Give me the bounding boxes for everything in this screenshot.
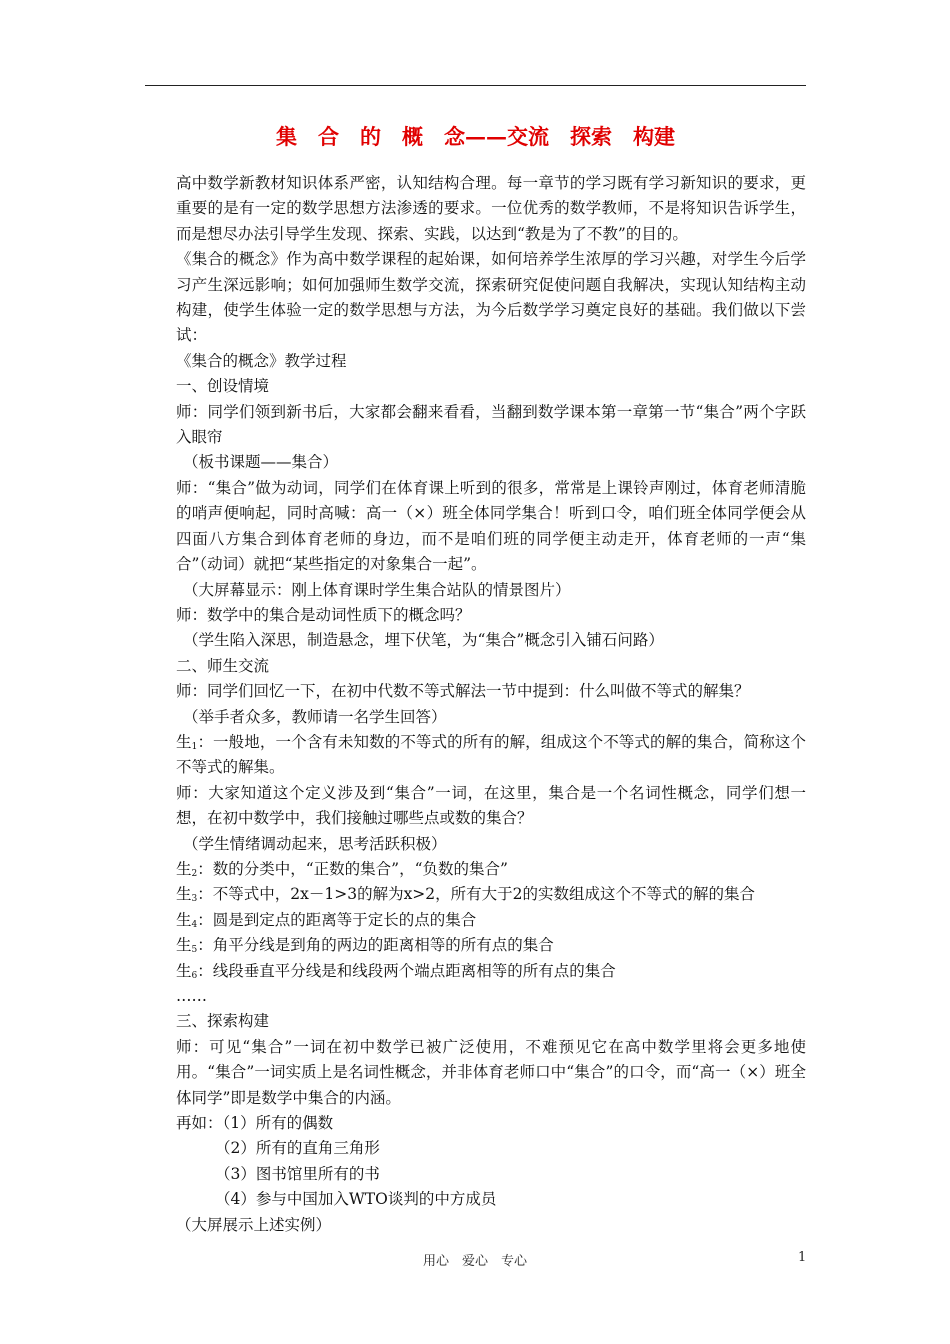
paragraph bbox=[145, 984, 806, 1009]
paragraph-text: ：线段垂直平分线是和线段两个端点距离相等的所有点的集合 bbox=[197, 961, 616, 980]
paragraph bbox=[145, 705, 806, 730]
paragraph bbox=[145, 679, 806, 704]
paragraph-text: （举手者众多，教师请一名学生回答） bbox=[183, 707, 447, 726]
paragraph bbox=[145, 1187, 806, 1212]
paragraph-text: 再如：（1）所有的偶数 bbox=[176, 1114, 334, 1133]
page-title: 集 合 的 概 念——交流 探索 构建 bbox=[276, 124, 675, 149]
paragraph bbox=[145, 832, 806, 857]
paragraph-text: ：一般地，一个含有未知数的不等式的所有的解，组成这个不等式的解的集合，简称这个不等式的解集。 bbox=[176, 732, 806, 777]
paragraph bbox=[145, 1009, 806, 1034]
paragraph-text: 三、探索构建 bbox=[176, 1012, 270, 1031]
paragraph-text: （板书课题——集合） bbox=[183, 453, 339, 472]
paragraph-text: 高中数学新教材知识体系严密，认知结构合理。每一章节的学习既有学习新知识的要求，更重要的是有一定的数学思想方法渗透的要求。一位优秀的数学教师，不是将知识告诉学生，而是想尽办法引导学生发现、探索、实践，以达到“教是为了不教”的目的。 bbox=[176, 174, 806, 243]
paragraph bbox=[145, 603, 806, 628]
paragraph-text: （大屏展示上述实例） bbox=[176, 1215, 332, 1234]
document-body bbox=[145, 171, 806, 1238]
speaker-label: 生 bbox=[176, 859, 192, 878]
paragraph-text: （学生情绪调动起来，思考活跃积极） bbox=[183, 834, 447, 853]
paragraph bbox=[145, 476, 806, 578]
speaker-label: 生 bbox=[176, 732, 192, 751]
speaker-label: 生 bbox=[176, 936, 192, 955]
paragraph-text: ：角平分线是到角的两边的距离相等的所有点的集合 bbox=[197, 936, 554, 955]
paragraph bbox=[145, 1111, 806, 1136]
paragraph bbox=[145, 349, 806, 374]
speaker-label: 生 bbox=[176, 910, 192, 929]
paragraph-text: ：数的分类中，“正数的集合”，“负数的集合” bbox=[197, 859, 508, 878]
speaker-number: 5 bbox=[191, 945, 198, 956]
paragraph-text: 《集合的概念》作为高中数学课程的起始课，如何培养学生浓厚的学习兴趣，对学生今后学习产生深远影响；如何加强师生数学交流，探索研究促使问题自我解决，实现认知结构主动构建，使学生体验一定的数学思想与方法，为今后数学学习奠定良好的基础。我们做以下尝试： bbox=[176, 250, 806, 345]
paragraph-text: ：不等式中，2x－1>3的解为x>2，所有大于2的实数组成这个不等式的解的集合 bbox=[197, 885, 756, 904]
paragraph bbox=[145, 171, 806, 247]
paragraph bbox=[145, 882, 806, 907]
paragraph bbox=[145, 730, 806, 781]
speaker-number: 4 bbox=[191, 919, 198, 930]
paragraph bbox=[145, 933, 806, 958]
paragraph-text: 师：“集合”做为动词，同学们在体育课上听到的很多，常常是上课铃声刚过，体育老师清脆的哨声便响起，同时高喊：高一（×）班全体同学集合！听到口令，咱们班全体同学便会从四面八方集合到体育老师的身边，而不是咱们班的同学便主动走开，体育老师的一声“集合”（动词）就把“某些指定的对象集合一起”。 bbox=[176, 478, 806, 574]
page-number: 1 bbox=[798, 1250, 807, 1265]
paragraph bbox=[145, 1213, 806, 1238]
paragraph bbox=[145, 374, 806, 399]
paragraph bbox=[145, 908, 806, 933]
paragraph bbox=[145, 1162, 806, 1187]
paragraph-text: （2）所有的直角三角形 bbox=[215, 1139, 380, 1158]
paragraph-text: ：圆是到定点的距离等于定长的点的集合 bbox=[197, 910, 477, 929]
paragraph-text: （大屏幕显示：刚上体育课时学生集合站队的情景图片） bbox=[183, 580, 571, 599]
paragraph-text: 师：同学们领到新书后，大家都会翻来看看，当翻到数学课本第一章第一节“集合”两个字跃入眼帘 bbox=[176, 402, 806, 447]
paragraph-text: 师：数学中的集合是动词性质下的概念吗？ bbox=[176, 605, 471, 624]
paragraph bbox=[145, 1035, 806, 1111]
paragraph-text: 师：大家知道这个定义涉及到“集合”一词，在这里，集合是一个名词性概念，同学们想一想，在初中数学中，我们接触过哪些点或数的集合？ bbox=[176, 783, 806, 828]
paragraph bbox=[145, 959, 806, 984]
paragraph-text: 二、师生交流 bbox=[176, 656, 270, 675]
paragraph bbox=[145, 1136, 806, 1161]
paragraph bbox=[145, 781, 806, 832]
paragraph-text: （3）图书馆里所有的书 bbox=[215, 1164, 380, 1183]
paragraph bbox=[145, 578, 806, 603]
paragraph bbox=[145, 654, 806, 679]
paragraph bbox=[145, 628, 806, 653]
paragraph bbox=[145, 450, 806, 475]
paragraph bbox=[145, 247, 806, 349]
paragraph-text: 《集合的概念》教学过程 bbox=[176, 351, 347, 370]
speaker-number: 2 bbox=[191, 868, 198, 879]
speaker-number: 6 bbox=[191, 970, 198, 981]
header-rule bbox=[145, 85, 806, 86]
paragraph bbox=[145, 400, 806, 451]
speaker-number: 1 bbox=[191, 741, 198, 752]
speaker-label: 生 bbox=[176, 961, 192, 980]
speaker-label: 生 bbox=[176, 885, 192, 904]
paragraph-text: 师：同学们回忆一下，在初中代数不等式解法一节中提到：什么叫做不等式的解集？ bbox=[176, 682, 750, 701]
speaker-number: 3 bbox=[191, 894, 198, 905]
paragraph bbox=[145, 857, 806, 882]
paragraph-text: 一、创设情境 bbox=[176, 377, 270, 396]
footer-text: 用心 爱心 专心 bbox=[422, 1254, 527, 1269]
paragraph-text: 师：可见“集合”一词在初中数学已被广泛使用，不难预见它在高中数学里将会更多地使用。“集合”一词实质上是名词性概念，并非体育老师口中“集合”的口令，而“高一（×）班全体同学”即是数学中集合的内涵。 bbox=[176, 1037, 806, 1107]
paragraph-text: （学生陷入深思，制造悬念，埋下伏笔，为“集合”概念引入铺石问路） bbox=[183, 631, 664, 650]
paragraph-text: （4）参与中国加入WTO谈判的中方成员 bbox=[215, 1190, 497, 1209]
paragraph-text: …… bbox=[176, 987, 207, 1005]
